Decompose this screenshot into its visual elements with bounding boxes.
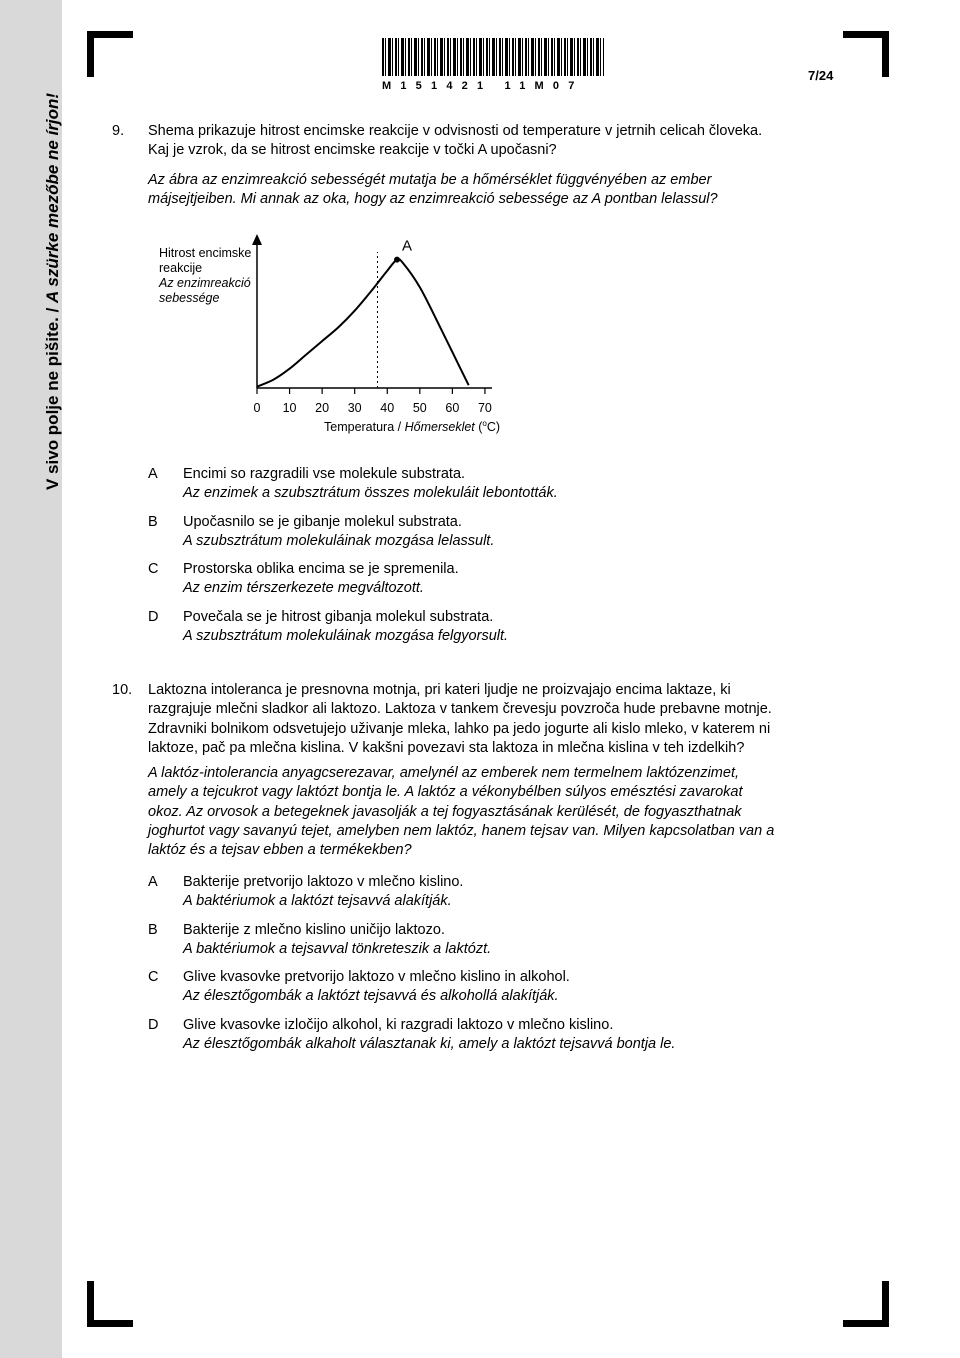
answer-option-slovene: Povečala se je hitrost gibanja molekul substrata.	[183, 608, 494, 625]
y-axis-arrow	[252, 234, 262, 245]
grey-margin-sidebar	[0, 0, 62, 1358]
answer-option-slovene: Encimi so razgradili vse molekule substrata.	[183, 466, 466, 482]
point-a-marker	[394, 257, 400, 263]
point-a-label: A	[402, 237, 413, 255]
x-tick-label: 60	[445, 401, 460, 415]
question-10-hungarian-line: joghurtot vagy savanyú tejet, amelyben nem laktóz, hanem tejsav van. Milyen kapcsolatban van a	[148, 822, 775, 839]
answer-option-letter: C	[148, 969, 159, 985]
question-10-hungarian-line: okoz. Az orvosok a betegeknek javasolják a tej fogyasztásának kerülését, de fogyaszthatnak	[148, 803, 742, 820]
answer-option-letter: D	[148, 608, 159, 625]
answer-option-hungarian: Az enzimek a szubsztrátum összes molekuláit lebontották.	[183, 485, 558, 501]
answer-option-slovene: Prostorska oblika encima se je spremenila.	[183, 561, 459, 577]
x-axis-label-separator: /	[394, 420, 405, 434]
answer-option-hungarian: A baktériumok a tejsavval tönkreteszik a laktózt.	[183, 940, 492, 957]
answer-option-hungarian: A baktériumok a laktózt tejsavvá alakítják.	[183, 893, 452, 909]
x-axis-label-slovene: Temperatura	[324, 420, 395, 434]
y-axis-label-line-4: sebessége	[159, 291, 220, 305]
x-tick-label: 50	[412, 401, 427, 415]
y-axis-label-line-2: reakcije	[159, 261, 203, 275]
enzyme-rate-chart	[150, 228, 530, 440]
question-10-hungarian-line: A laktóz-intolerancia anyagcserezavar, amelynél az emberek nem termelnem laktózenzimet,	[148, 765, 740, 781]
x-tick-label: 20	[315, 401, 330, 415]
question-10-slovene-line: Zdravniki bolnikom odsvetujejo uživanje mleka, lahko pa jedo jogurte ali kislo mleko, v katerem ni	[148, 720, 771, 737]
question-10-hungarian-line: amely a tejcukrot vagy laktózt bontja le. A laktóz a vékonybélben súlyos emésztési zavarokat	[148, 784, 743, 801]
answer-option-letter: A	[148, 466, 158, 482]
y-axis-label-line-1: Hitrost encimske	[159, 246, 252, 260]
answer-option-slovene: Bakterije z mlečno kislino uničijo laktozo.	[183, 921, 445, 938]
answer-option-letter: D	[148, 1016, 159, 1033]
question-10-slovene-line: razgrajuje mlečni sladkor ali laktozo. Laktoza v tankem črevesju povzroča hude prebavne motnje.	[148, 701, 772, 718]
barcode-code: M151421 11M07	[382, 80, 584, 92]
answer-option-hungarian: Az élesztőgombák alkaholt választanak ki, amely a laktózt tejsavvá bontja le.	[183, 1035, 676, 1052]
sidebar-warning	[43, 93, 63, 490]
y-axis-label-line-3: Az enzimreakció	[159, 276, 251, 290]
page-number: 7/24	[808, 68, 834, 83]
question-9-hungarian-line-2: májsejtjeiben. Mi annak az oka, hogy az enzimreakció sebessége az A pontban lelassul?	[148, 191, 718, 207]
x-axis-label	[324, 419, 500, 434]
question-9-slovene-line-2: Kaj je vzrok, da se hitrost encimske reakcije v točki A upočasni?	[148, 142, 557, 158]
question-10-slovene-line: laktoze, pač pa mlečna kislina. V kakšni povezavi sta laktoza in mlečna kislina v teh izdelkih?	[148, 739, 745, 756]
x-tick-label: 70	[477, 401, 492, 415]
question-9-hungarian-line-1: Az ábra az enzimreakció sebességét mutatja be a hőmérséklet függvényében az ember	[148, 172, 712, 188]
answer-option-letter: A	[148, 874, 158, 890]
answer-option-hungarian: Az enzim térszerkezete megváltozott.	[183, 580, 424, 596]
answer-option-letter: B	[148, 513, 158, 530]
answer-option-slovene: Glive kvasovke izločijo alkohol, ki razgradi laktozo v mlečno kislino.	[183, 1016, 614, 1033]
question-10-hungarian-line: laktóz és a tejsav ebben a termékekben?	[148, 842, 412, 859]
x-axis-label-unit-open: (	[474, 420, 483, 434]
answer-option-slovene: Bakterije pretvorijo laktozo v mlečno kislino.	[183, 874, 464, 890]
answer-option-slovene: Glive kvasovke pretvorijo laktozo v mlečno kislino in alkohol.	[183, 969, 570, 985]
question-9-slovene-line-1: Shema prikazuje hitrost encimske reakcije v odvisnosti od temperature v jetrnih celicah človeka.	[148, 123, 763, 139]
answer-option-slovene: Upočasnilo se je gibanje molekul substrata.	[183, 513, 462, 530]
x-tick-label: 10	[282, 401, 297, 415]
sidebar-warning-separator: /	[43, 302, 62, 318]
sidebar-warning-slovene: V sivo polje ne pišite.	[43, 317, 62, 490]
question-9-number: 9.	[112, 123, 125, 139]
answer-option-hungarian: Az élesztőgombák a laktózt tejsavvá és alkohollá alakítják.	[183, 988, 559, 1004]
answer-option-hungarian: A szubsztrátum molekuláinak mozgása felgyorsult.	[183, 627, 509, 644]
barcode	[382, 38, 604, 76]
rate-curve	[257, 259, 469, 386]
x-axis-label-degree: o	[482, 419, 487, 428]
question-10-number: 10.	[112, 682, 133, 698]
x-tick-label: 0	[253, 401, 261, 415]
x-axis-label-unit-close: C)	[486, 420, 501, 434]
answer-option-letter: C	[148, 561, 159, 577]
x-tick-label: 30	[347, 401, 362, 415]
x-axis-ticks	[254, 388, 492, 415]
question-10-slovene-line: Laktozna intoleranca je presnovna motnja, pri kateri ljudje ne proizvajajo encima laktaze, ki	[148, 682, 731, 698]
sidebar-warning-hungarian: A szürke mezőbe ne írjon!	[43, 92, 62, 303]
answer-option-hungarian: A szubsztrátum molekuláinak mozgása lelassult.	[183, 532, 495, 549]
answer-option-letter: B	[148, 921, 158, 938]
x-axis-label-hungarian: Hőmerseklet	[404, 420, 475, 434]
x-tick-label: 40	[380, 401, 395, 415]
